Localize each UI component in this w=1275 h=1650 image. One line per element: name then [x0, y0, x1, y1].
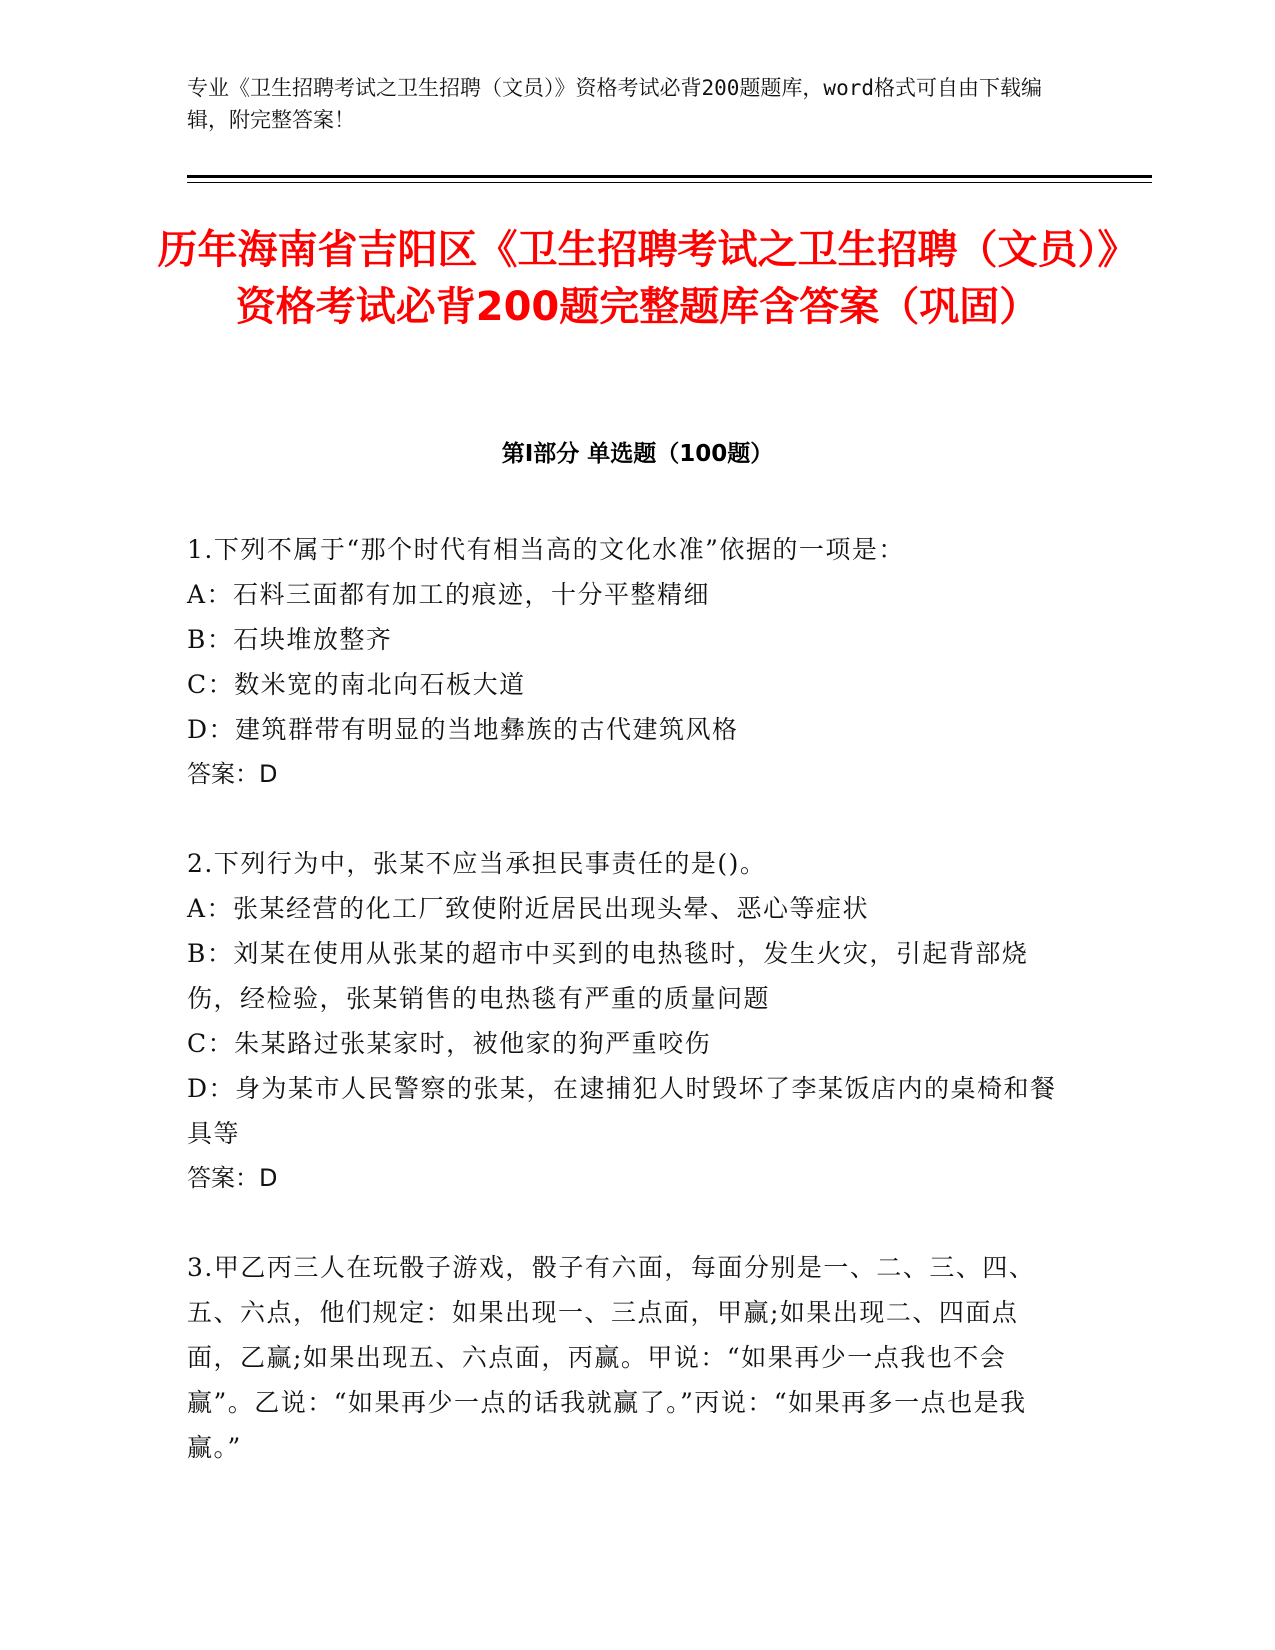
question-3 — [187, 1245, 1067, 1470]
option-c: C：数米宽的南北向石板大道 — [187, 670, 526, 699]
question-list — [187, 527, 1067, 1514]
header-divider-thick — [187, 175, 1152, 178]
section-title: 第Ⅰ部分 单选题（100题） — [501, 441, 774, 467]
option-c: C：朱某路过张某家时，被他家的狗严重咬伤 — [187, 1029, 712, 1058]
option-a: A：石料三面都有加工的痕迹，十分平整精细 — [187, 580, 711, 609]
question-stem: 1.下列不属于“那个时代有相当高的文化水准”依据的一项是： — [187, 535, 905, 564]
option-a: A：张某经营的化工厂致使附近居民出现头晕、恶心等症状 — [187, 894, 870, 923]
header-note: 专业《卫生招聘考试之卫生招聘（文员）》资格考试必背200题题库，word格式可自由下载编辑，附完整答案！ — [187, 76, 1042, 132]
header-divider-thin — [187, 182, 1152, 183]
question-2 — [187, 841, 1067, 1201]
document-title: 历年海南省吉阳区《卫生招聘考试之卫生招聘（文员）》资格考试必背200题完整题库含答案（巩固） — [157, 227, 1118, 330]
question-stem: 2.下列行为中，张某不应当承担民事责任的是()。 — [187, 849, 767, 878]
answer: 答案：D — [187, 1164, 278, 1192]
option-d: D：身为某市人民警察的张某，在逮捕犯人时毁坏了李某饭店内的桌椅和餐具等 — [187, 1074, 1057, 1148]
option-b: B：石块堆放整齐 — [187, 625, 393, 654]
question-stem: 3.甲乙丙三人在玩骰子游戏，骰子有六面，每面分别是一、二、三、四、五、六点，他们规定：如果出现一、三点面，甲赢;如果出现二、四面点面，乙赢;如果出现五、六点面，丙赢。甲说：“如果再少一点我也不会赢”。乙说：“如果再少一点的话我就赢了。”丙说：“如果再多一点也是我赢。” — [187, 1253, 1036, 1462]
option-b: B：刘某在使用从张某的超市中买到的电热毯时，发生火灾，引起背部烧伤，经检验，张某销售的电热毯有严重的质量问题 — [187, 939, 1029, 1013]
answer: 答案：D — [187, 760, 278, 788]
option-d: D：建筑群带有明显的当地彝族的古代建筑风格 — [187, 715, 739, 744]
question-1 — [187, 527, 1067, 797]
